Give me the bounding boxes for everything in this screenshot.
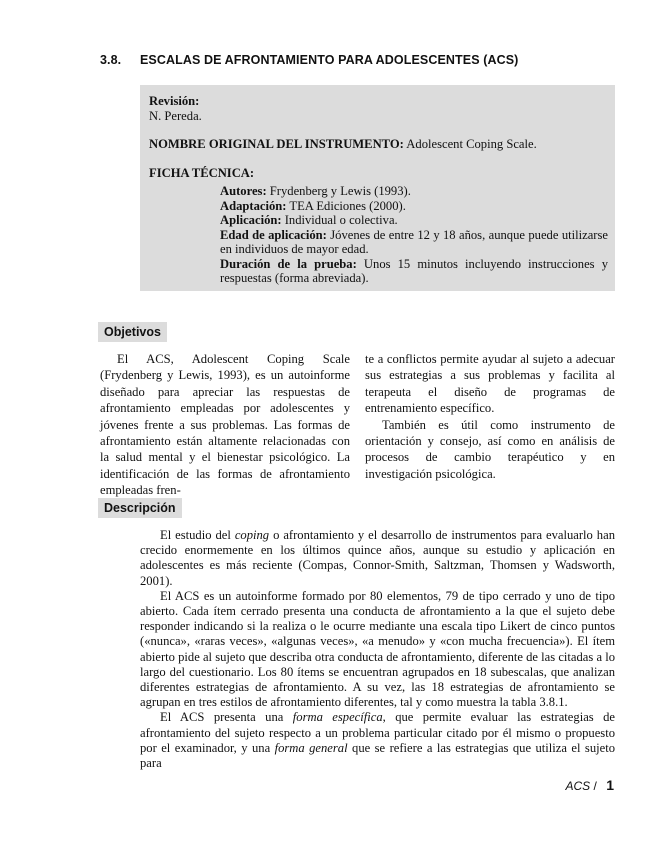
section-title: ESCALAS DE AFRONTAMIENTO PARA ADOLESCENTES (ACS): [140, 53, 519, 67]
ficha-item-adaptacion: Adaptación: TEA Ediciones (2000).: [220, 198, 406, 213]
descripcion-paragraph-2: El ACS es un autoinforme formado por 80 elementos, 79 de tipo cerrado y uno de tipo abierto. Cada ítem cerrado presenta una conducta de afrontamiento a la que el sujeto debe responder indicando si la realiza o le ocurre mediante una escala tipo Likert de cinco puntos («nunca», «raras veces», «algunas veces», «a menudo» y «con mucha frecuencia»). El ítem abierto pide al sujeto que describa otra conducta de afrontamiento, diferente de las citadas a lo largo del cuestionario. Los 80 ítems se encuentran agrupados en 18 subescalas, que analizan diferentes estrategias de afrontamiento. A su vez, las 18 estrategias de afrontamiento se agrupan en tres estilos de afrontamiento diferentes, tal y como muestra la tabla 3.8.1.: [140, 588, 615, 710]
revision-label: Revisión:: [149, 94, 200, 108]
ficha-item-autores: Autores: Frydenberg y Lewis (1993).: [220, 184, 411, 198]
section-number: 3.8.: [100, 53, 122, 67]
original-name-value: Adolescent Coping Scale.: [403, 137, 537, 151]
descripcion-paragraph-3: El ACS presenta una forma específica, que permite evaluar las estrategias de afrontamiento del sujeto respecto a un problema particular citado por él mismo o propuesto por el examinador, y una forma general que se refiere a las estrategias que utiliza el sujeto para: [140, 710, 615, 771]
page-footer: [565, 777, 614, 793]
objetivos-paragraph-1: El ACS, Adolescent Coping Scale (Frydenberg y Lewis, 1993), es un autoinforme diseñado para apreciar las respuestas de afrontamiento empleadas por adolescentes y jóvenes frente a sus problemas. Las formas de afrontamiento están altamente relacionadas con la salud mental y el bienestar psicológico. La identificación de las formas de afrontamiento empleadas fren-: [100, 352, 350, 498]
section-heading: [100, 53, 518, 67]
footer-separator: /: [593, 779, 597, 793]
objetivos-left-column: [100, 351, 350, 499]
technical-info-box: [140, 85, 615, 291]
page-number: 1: [606, 777, 614, 793]
objetivos-paragraph-2: También es útil como instrumento de orientación y consejo, así como en análisis de procesos de cambio terapéutico y en investigación psicológica.: [365, 417, 615, 481]
descripcion-body: [140, 528, 615, 771]
ficha-item-duracion: Duración de la prueba: Unos 15 minutos incluyendo instrucciones y respuestas (forma abreviada).: [220, 256, 608, 285]
ficha-item-aplicacion: Aplicación: Individual o colectiva.: [220, 213, 398, 227]
ficha-label: FICHA TÉCNICA:: [149, 166, 255, 180]
objetivos-label: Objetivos: [98, 322, 167, 342]
ficha-item-edad: Edad de aplicación: Jóvenes de entre 12 y 18 años, aunque puede utilizarse en individuos de mayor edad.: [220, 227, 608, 256]
descripcion-label: Descripción: [98, 498, 182, 518]
objetivos-paragraph-1-cont: te a conflictos permite ayudar al sujeto a adecuar sus estrategias a sus problemas y facilita al terapeuta el diseño de programas de entrenamiento específico.: [365, 352, 615, 416]
ficha-tecnica-list: [220, 184, 608, 286]
original-name-label: NOMBRE ORIGINAL DEL INSTRUMENTO:: [149, 137, 404, 151]
descripcion-paragraph-1: El estudio del coping o afrontamiento y el desarrollo de instrumentos para evaluarlo han crecido enormemente en los últimos quince años, aunque su estudio y aplicación en adolescentes es más reciente (Compas, Connor-Smith, Saltzman, Thomsen y Wadsworth, 2001).: [140, 528, 615, 588]
objetivos-right-column: [365, 351, 615, 482]
revision-value: N. Pereda.: [149, 109, 202, 123]
running-title: ACS: [565, 779, 591, 793]
original-name: [149, 137, 537, 152]
